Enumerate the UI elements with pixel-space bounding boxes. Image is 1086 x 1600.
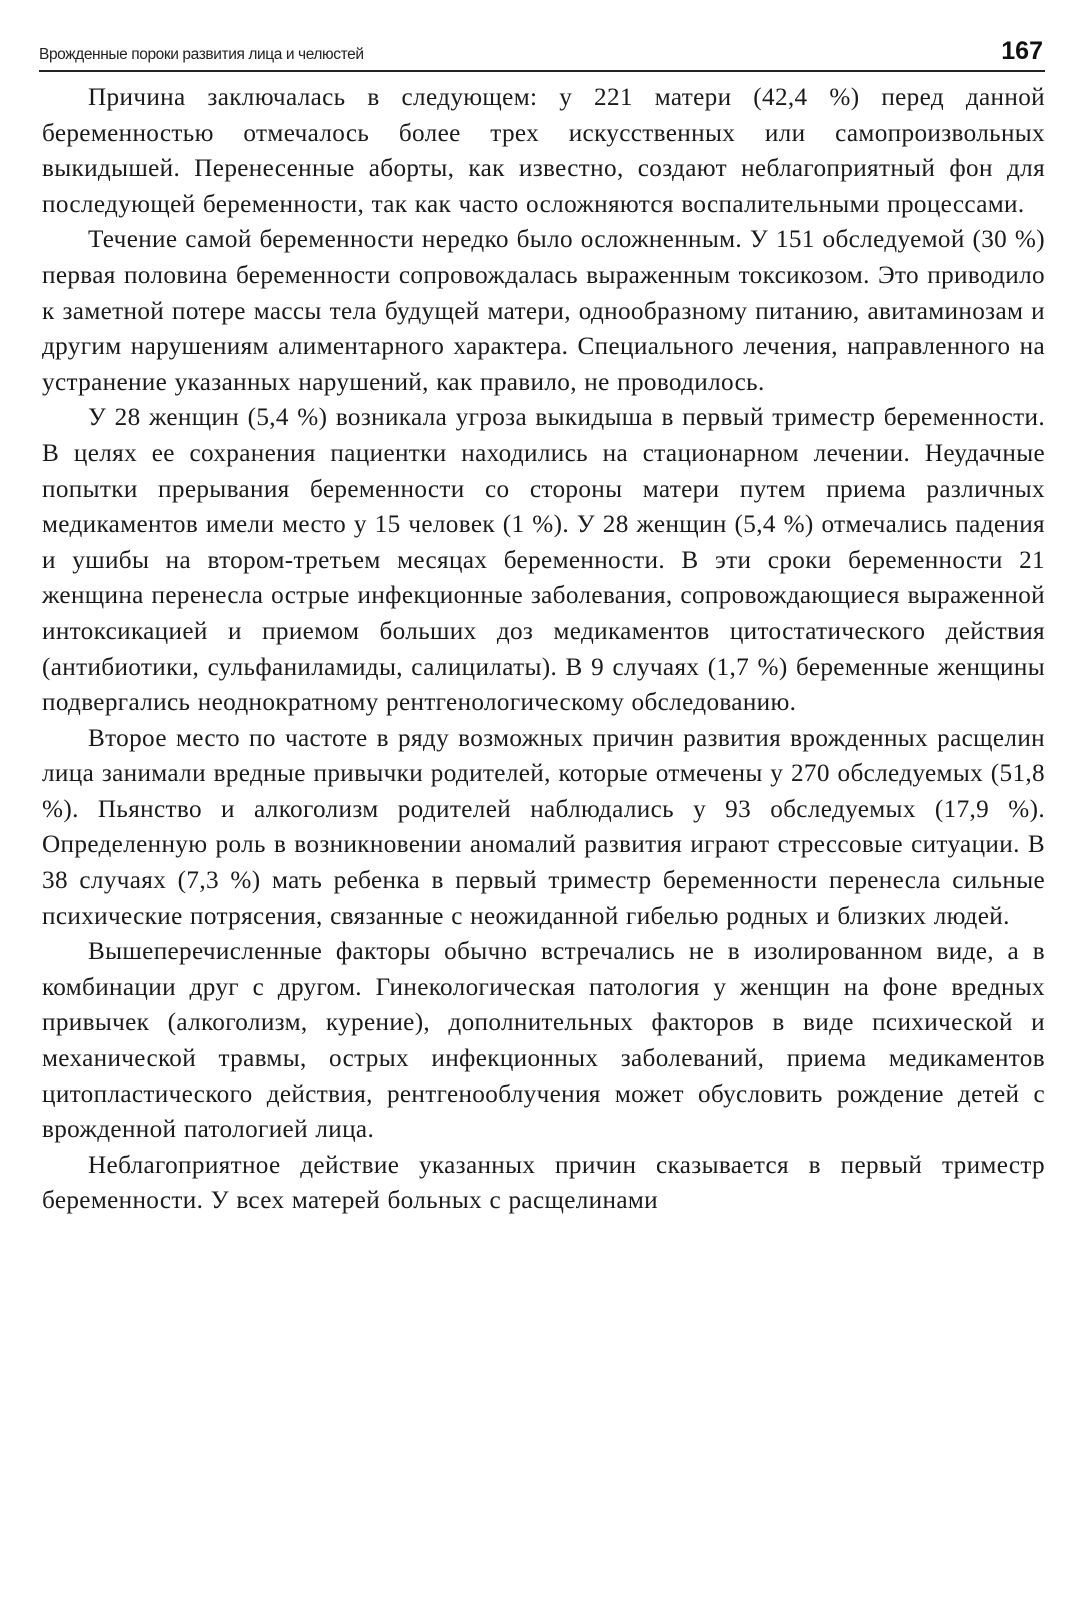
paragraph: Вышеперечисленные факторы обычно встречались не в изолированном виде, а в комбинации друг с другом. Гинекологическая патология у женщин на фоне вредных привычек (алкоголизм, курение), дополнительных факторов в виде психической и механической травмы, острых инфекционных заболеваний, приема медикаментов цитопластического действия, рентгенооблучения может обусловить рождение детей с врожденной патологией лица. <box>42 938 1045 1144</box>
paragraph: Неблагоприятное действие указанных причин сказывается в первый триместр беременности. У всех матерей больных с расщелинами <box>42 1151 1045 1215</box>
running-title: Врожденные пороки развития лица и челюстей <box>39 46 364 63</box>
running-head <box>39 34 1045 72</box>
paragraph: Течение самой беременности нередко было осложненным. У 151 обследуемой (30 %) первая половина беременности сопровождалась выраженным токсикозом. Это приводило к заметной потере массы тела будущей матери, однообразному питанию, авитаминозам и другим нарушениям алиментарного характера. Специального лечения, направленного на устранение указанных нарушений, как правило, не проводилось. <box>42 226 1045 396</box>
body-text <box>42 80 1045 1219</box>
page-number: 167 <box>1001 37 1043 65</box>
paragraph: Второе место по частоте в ряду возможных причин развития врожденных расщелин лица занимали вредные привычки родителей, которые отмечены у 270 обследуемых (51,8 %). Пьянство и алкоголизм родителей наблюдались у 93 обследуемых (17,9 %). Определенную роль в возникновении аномалий развития играют стрессовые ситуации. В 38 случаях (7,3 %) мать ребенка в первый триместр беременности перенесла сильные психические потрясения, связанные с неожиданной гибелью родных и близких людей. <box>42 724 1045 930</box>
paragraph: Причина заключалась в следующем: у 221 матери (42,4 %) перед данной беременностью отмечалось более трех искусственных или самопроизвольных выкидышей. Перенесенные аборты, как известно, создают неблагоприятный фон для последующей беременности, так как часто осложняются воспалительными процессами. <box>42 84 1045 218</box>
paragraph: У 28 женщин (5,4 %) возникала угроза выкидыша в первый триместр беременности. В целях ее сохранения пациентки находились на стационарном лечении. Неудачные попытки прерывания беременности со стороны матери путем приема различных медикаментов имели место у 15 человек (1 %). У 28 женщин (5,4 %) отмечались падения и ушибы на втором-третьем месяцах беременности. В эти сроки беременности 21 женщина перенесла острые инфекционные заболевания, сопровождающиеся выраженной интоксикацией и приемом больших доз медикаментов цитостатического действия (антибиотики, сульфаниламиды, салицилаты). В 9 случаях (1,7 %) беременные женщины подвергались неоднократному рентгенологическому обследованию. <box>42 404 1045 717</box>
